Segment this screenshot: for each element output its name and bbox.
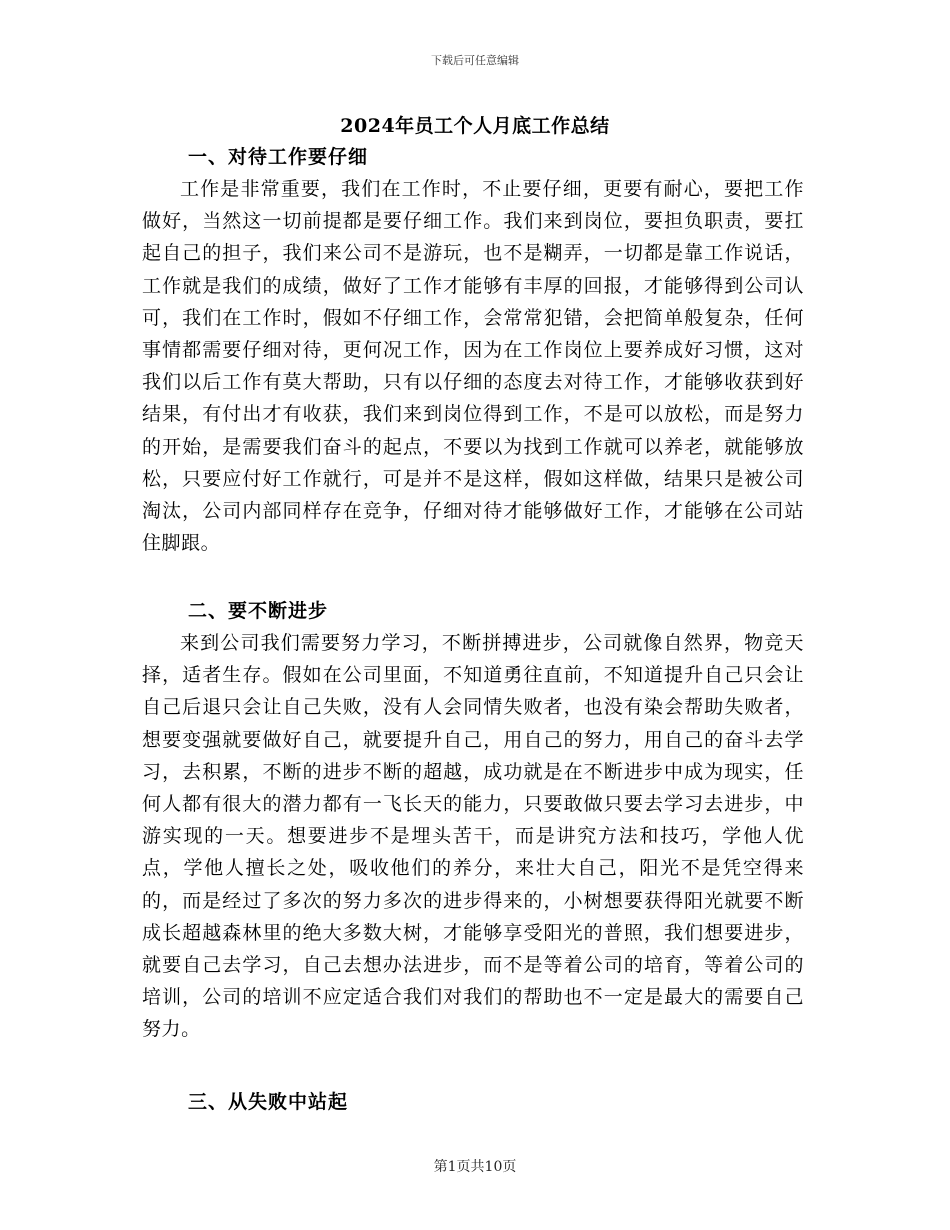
document-title: 2024年员工个人月底工作总结 (340, 115, 610, 137)
section-heading-2: 二、要不断进步 (188, 600, 329, 622)
section-heading-3: 三、从失败中站起 (188, 1091, 349, 1113)
section-paragraph-2: 来到公司我们需要努力学习，不断拼搏进步，公司就像自然界，物竞天择，适者生存。假如在公司里面，不知道勇往直前，不知道提升自己只会让自己后退只会让自己失败，没有人会同情失败者，也没有染会帮助失败者，想要变强就要做好自己，就要提升自己，用自己的努力，用自己的奋斗去学习，去积累，不断的进步不断的超越，成功就是在不断进步中成为现实，任何人都有很大的潜力都有一飞长天的能力，只要敢做只要去学习去进步，中游实现的一天。想要进步不是埋头苦干，而是讲究方法和技巧，学他人优点，学他人擅长之处，吸收他们的养分，来壮大自己，阳光不是凭空得来的，而是经过了多次的努力多次的进步得来的，小树想要获得阳光就要不断成长超越森林里的绝大多数大树，才能够享受阳光的普照，我们想要进步，就要自己去学习，自己去想办法进步，而不是等着公司的培育，等着公司的培训，公司的培训不应定适合我们对我们的帮助也不一定是最大的需要自己努力。 (142, 632, 804, 1041)
page-header-note: 下载后可任意编辑 (431, 54, 519, 67)
page-number-footer: 第1页共10页 (433, 1159, 517, 1175)
section-heading-1: 一、对待工作要仔细 (188, 146, 369, 168)
section-paragraph-1: 工作是非常重要，我们在工作时，不止要仔细，更要有耐心，要把工作做好，当然这一切前提都是要仔细工作。我们来到岗位，要担负职责，要扛起自己的担子，我们来公司不是游玩，也不是糊弄，一切都是靠工作说话，工作就是我们的成绩，做好了工作才能够有丰厚的回报，才能够得到公司认可，我们在工作时，假如不仔细工作，会常常犯错，会把简单般复杂，任何事情都需要仔细对待，更何况工作，因为在工作岗位上要养成好习惯，这对我们以后工作有莫大帮助，只有以仔细的态度去对待工作，才能够收获到好结果，有付出才有收获，我们来到岗位得到工作，不是可以放松，而是努力的开始，是需要我们奋斗的起点，不要以为找到工作就可以养老，就能够放松，只要应付好工作就行，可是并不是这样，假如这样做，结果只是被公司淘汰，公司内部同样存在竞争，仔细对待才能够做好工作，才能够在公司站住脚跟。 (142, 178, 804, 555)
